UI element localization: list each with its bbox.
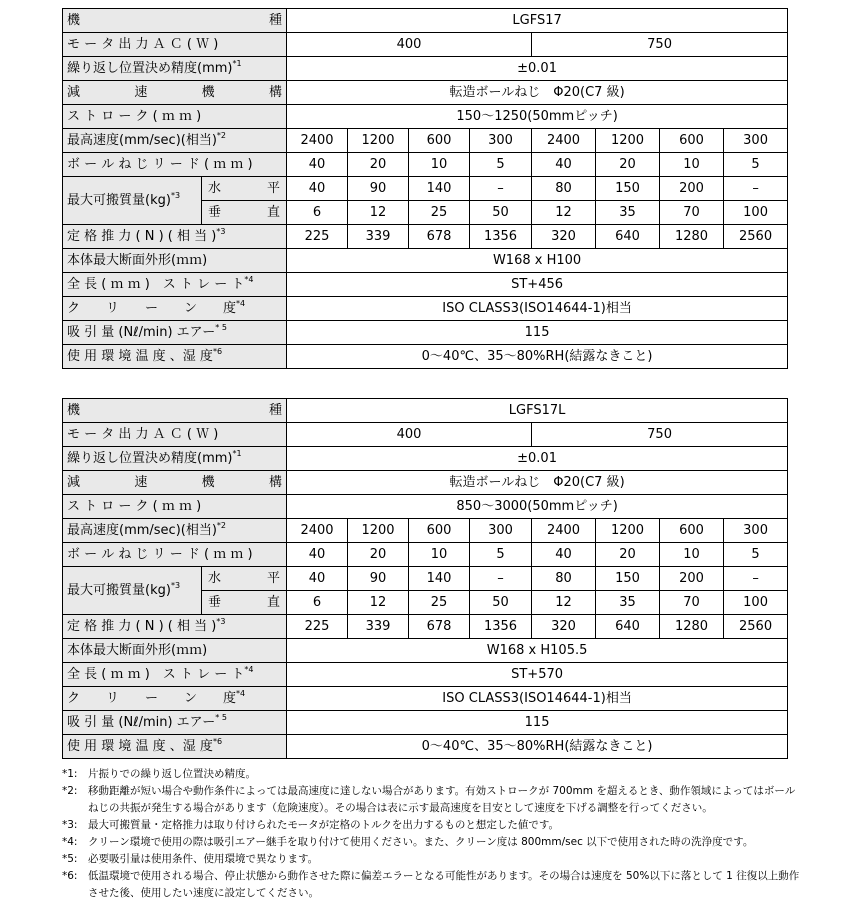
footnote <box>62 783 802 817</box>
footnote-mark: *2: <box>62 785 78 797</box>
repeatability-value: ±0.01 <box>287 57 788 81</box>
env-value: 0～40℃、35～80%RH(結露なきこと) <box>287 735 788 759</box>
motor-value: 750 <box>532 33 788 57</box>
thrust-cell: 678 <box>409 225 470 249</box>
payload-v-cell: 12 <box>532 591 596 615</box>
motor-value: 750 <box>532 423 788 447</box>
payload-v-cell: 100 <box>724 201 788 225</box>
row-stroke <box>63 105 788 129</box>
spec-table-lgfs17l <box>62 398 788 759</box>
speed-cell: 600 <box>660 129 724 153</box>
payload-v-cell: 6 <box>287 201 348 225</box>
speed-cell: 1200 <box>348 129 409 153</box>
label-suction: 吸 引 量 (Nℓ/min) エアー$^{* 5}$ <box>63 711 287 735</box>
payload-v-cell: 25 <box>409 591 470 615</box>
row-thrust <box>63 225 788 249</box>
section-value: W168 x H105.5 <box>287 639 788 663</box>
speed-cell: 300 <box>470 519 532 543</box>
label-motor: モ ー タ 出 力 Ａ Ｃ ( Ｗ ) <box>63 423 287 447</box>
lead-cell: 5 <box>470 543 532 567</box>
footnote <box>62 851 802 868</box>
row-motor <box>63 423 788 447</box>
payload-h-cell: 150 <box>596 567 660 591</box>
speed-cell: 300 <box>470 129 532 153</box>
row-suction <box>63 321 788 345</box>
model-value: LGFS17L <box>287 399 788 423</box>
thrust-cell: 2560 <box>724 225 788 249</box>
label-reduction: 減 速 機 構 <box>63 81 287 105</box>
row-repeatability <box>63 447 788 471</box>
payload-v-cell: 50 <box>470 591 532 615</box>
payload-h-cell: 80 <box>532 567 596 591</box>
stroke-value: 850～3000(50mmピッチ) <box>287 495 788 519</box>
lead-cell: 5 <box>724 153 788 177</box>
footnote-text: クリーン環境で使用の際は吸引エアー継手を取り付けて使用ください。また、クリーン度は 800mm/sec 以下で使用された時の洗浄度です。 <box>88 836 754 848</box>
label-stroke: ス ト ロ ー ク ( ｍ ｍ ) <box>63 495 287 519</box>
label-horizontal: 水平 <box>202 177 287 201</box>
thrust-cell: 1280 <box>660 615 724 639</box>
speed-cell: 1200 <box>596 519 660 543</box>
payload-h-cell: – <box>724 567 788 591</box>
suction-value: 115 <box>287 711 788 735</box>
lead-cell: 10 <box>660 543 724 567</box>
thrust-cell: 320 <box>532 615 596 639</box>
payload-h-cell: 140 <box>409 567 470 591</box>
label-section: 本体最大断面外形(ｍｍ) <box>63 639 287 663</box>
suction-value: 115 <box>287 321 788 345</box>
speed-cell: 600 <box>660 519 724 543</box>
label-lead: ボ ー ル ね じ リ ー ド ( ｍ ｍ ) <box>63 543 287 567</box>
row-clean <box>63 687 788 711</box>
lead-cell: 40 <box>287 153 348 177</box>
label-length: 全 長 ( ｍ ｍ ) ス ト レ ー ト$^{*4}$ <box>63 273 287 297</box>
row-suction <box>63 711 788 735</box>
payload-v-cell: 35 <box>596 591 660 615</box>
lead-cell: 20 <box>596 153 660 177</box>
lead-cell: 10 <box>660 153 724 177</box>
label-repeatability: 繰り返し位置決め精度(mm)$^{*1}$ <box>63 57 287 81</box>
payload-h-cell: 90 <box>348 177 409 201</box>
lead-cell: 40 <box>287 543 348 567</box>
length-value: ST+456 <box>287 273 788 297</box>
label-vertical: 垂直 <box>202 591 287 615</box>
footnote-text: 低温環境で使用される場合、停止状態から動作させた際に偏差エラーとなる可能性があります。その場合は速度を 50%以下に落として 1 往復以上動作させた後、使用したい速度に設定してください。 <box>88 870 800 899</box>
row-payload-horizontal <box>63 177 788 201</box>
clean-value: ISO CLASS3(ISO14644-1)相当 <box>287 297 788 321</box>
row-env <box>63 345 788 369</box>
footnote-text: 移動距離が短い場合や動作条件によっては最高速度に達しない場合があります。有効ストロークが 700mm を超えるとき、動作領域によってはボールねじの共振が発生する場合があります（危険速度）。その場合は表に示す最高速度を目安として速度を下げる調整を行ってください。 <box>88 785 796 814</box>
label-speed: 最高速度(mm/sec)(相当)$^{*2}$ <box>63 129 287 153</box>
payload-v-cell: 25 <box>409 201 470 225</box>
row-payload-horizontal <box>63 567 788 591</box>
row-reduction <box>63 471 788 495</box>
payload-v-cell: 12 <box>348 201 409 225</box>
thrust-cell: 640 <box>596 615 660 639</box>
thrust-cell: 339 <box>348 615 409 639</box>
motor-value: 400 <box>287 423 532 447</box>
speed-cell: 2400 <box>287 519 348 543</box>
footnote <box>62 868 802 902</box>
speed-cell: 300 <box>724 129 788 153</box>
length-value: ST+570 <box>287 663 788 687</box>
payload-v-cell: 100 <box>724 591 788 615</box>
payload-h-cell: 200 <box>660 177 724 201</box>
speed-cell: 600 <box>409 519 470 543</box>
row-lead <box>63 153 788 177</box>
row-env <box>63 735 788 759</box>
thrust-cell: 320 <box>532 225 596 249</box>
payload-v-cell: 35 <box>596 201 660 225</box>
footnote-mark: *4: <box>62 836 78 848</box>
thrust-cell: 1356 <box>470 615 532 639</box>
section-value: W168 x H100 <box>287 249 788 273</box>
thrust-cell: 225 <box>287 615 348 639</box>
footnote <box>62 817 802 834</box>
footnote-text: 最大可搬質量・定格推力は取り付けられたモータが定格のトルクを出力するものと想定した値です。 <box>88 819 560 831</box>
thrust-cell: 2560 <box>724 615 788 639</box>
label-lead: ボ ー ル ね じ リ ー ド ( ｍ ｍ ) <box>63 153 287 177</box>
label-speed: 最高速度(mm/sec)(相当)$^{*2}$ <box>63 519 287 543</box>
label-section: 本体最大断面外形(ｍｍ) <box>63 249 287 273</box>
speed-cell: 600 <box>409 129 470 153</box>
label-clean: ク リ ー ン 度$^{*4}$ <box>63 687 287 711</box>
lead-cell: 40 <box>532 543 596 567</box>
row-speed <box>63 129 788 153</box>
clean-value: ISO CLASS3(ISO14644-1)相当 <box>287 687 788 711</box>
row-thrust <box>63 615 788 639</box>
lead-cell: 40 <box>532 153 596 177</box>
payload-h-cell: 80 <box>532 177 596 201</box>
speed-cell: 1200 <box>348 519 409 543</box>
label-vertical: 垂直 <box>202 201 287 225</box>
payload-h-cell: 40 <box>287 177 348 201</box>
label-thrust: 定 格 推 力 ( N ) ( 相 当 )$^{*3}$ <box>63 615 287 639</box>
row-stroke <box>63 495 788 519</box>
payload-v-cell: 12 <box>532 201 596 225</box>
label-length: 全 長 ( ｍ ｍ ) ス ト レ ー ト$^{*4}$ <box>63 663 287 687</box>
reduction-value: 転造ボールねじ Φ20(C7 級) <box>287 81 788 105</box>
lead-cell: 5 <box>470 153 532 177</box>
row-reduction <box>63 81 788 105</box>
row-motor <box>63 33 788 57</box>
speed-cell: 2400 <box>532 129 596 153</box>
footnotes <box>62 766 802 902</box>
label-thrust: 定 格 推 力 ( N ) ( 相 当 )$^{*3}$ <box>63 225 287 249</box>
thrust-cell: 1280 <box>660 225 724 249</box>
footnote-mark: *6: <box>62 870 78 882</box>
stroke-value: 150～1250(50mmピッチ) <box>287 105 788 129</box>
payload-h-cell: 90 <box>348 567 409 591</box>
label-stroke: ス ト ロ ー ク ( ｍ ｍ ) <box>63 105 287 129</box>
spec-table-lgfs17 <box>62 8 788 369</box>
footnote <box>62 766 802 783</box>
row-section <box>63 639 788 663</box>
payload-v-cell: 50 <box>470 201 532 225</box>
payload-h-cell: – <box>724 177 788 201</box>
footnote <box>62 834 802 851</box>
label-repeatability: 繰り返し位置決め精度(mm)$^{*1}$ <box>63 447 287 471</box>
row-speed <box>63 519 788 543</box>
row-model <box>63 399 788 423</box>
label-model: 機 種 <box>63 399 287 423</box>
lead-cell: 20 <box>348 543 409 567</box>
label-env: 使 用 環 境 温 度 、湿 度$^{*6}$ <box>63 345 287 369</box>
lead-cell: 20 <box>348 153 409 177</box>
lead-cell: 5 <box>724 543 788 567</box>
speed-cell: 2400 <box>532 519 596 543</box>
payload-v-cell: 70 <box>660 201 724 225</box>
row-section <box>63 249 788 273</box>
row-clean <box>63 297 788 321</box>
row-repeatability <box>63 57 788 81</box>
payload-h-cell: 140 <box>409 177 470 201</box>
lead-cell: 10 <box>409 543 470 567</box>
payload-h-cell: 150 <box>596 177 660 201</box>
label-horizontal: 水平 <box>202 567 287 591</box>
payload-v-cell: 6 <box>287 591 348 615</box>
label-suction: 吸 引 量 (Nℓ/min) エアー$^{* 5}$ <box>63 321 287 345</box>
payload-h-cell: 40 <box>287 567 348 591</box>
speed-cell: 2400 <box>287 129 348 153</box>
label-env: 使 用 環 境 温 度 、湿 度$^{*6}$ <box>63 735 287 759</box>
speed-cell: 1200 <box>596 129 660 153</box>
motor-value: 400 <box>287 33 532 57</box>
footnote-mark: *1: <box>62 768 78 780</box>
env-value: 0～40℃、35～80%RH(結露なきこと) <box>287 345 788 369</box>
payload-h-cell: – <box>470 177 532 201</box>
reduction-value: 転造ボールねじ Φ20(C7 級) <box>287 471 788 495</box>
row-lead <box>63 543 788 567</box>
payload-v-cell: 12 <box>348 591 409 615</box>
label-clean: ク リ ー ン 度$^{*4}$ <box>63 297 287 321</box>
row-length <box>63 273 788 297</box>
label-payload: 最大可搬質量(kg)$^{*3}$ <box>63 177 202 225</box>
row-length <box>63 663 788 687</box>
footnote-mark: *5: <box>62 853 78 865</box>
speed-cell: 300 <box>724 519 788 543</box>
lead-cell: 20 <box>596 543 660 567</box>
footnote-text: 片振りでの繰り返し位置決め精度。 <box>88 768 256 780</box>
label-reduction: 減 速 機 構 <box>63 471 287 495</box>
lead-cell: 10 <box>409 153 470 177</box>
payload-h-cell: – <box>470 567 532 591</box>
label-payload: 最大可搬質量(kg)$^{*3}$ <box>63 567 202 615</box>
thrust-cell: 225 <box>287 225 348 249</box>
thrust-cell: 1356 <box>470 225 532 249</box>
thrust-cell: 339 <box>348 225 409 249</box>
footnote-text: 必要吸引量は使用条件、使用環境で異なります。 <box>88 853 319 865</box>
model-value: LGFS17 <box>287 9 788 33</box>
row-model <box>63 9 788 33</box>
label-model: 機 種 <box>63 9 287 33</box>
thrust-cell: 640 <box>596 225 660 249</box>
footnote-mark: *3: <box>62 819 78 831</box>
payload-v-cell: 70 <box>660 591 724 615</box>
payload-h-cell: 200 <box>660 567 724 591</box>
thrust-cell: 678 <box>409 615 470 639</box>
label-motor: モ ー タ 出 力 Ａ Ｃ ( Ｗ ) <box>63 33 287 57</box>
repeatability-value: ±0.01 <box>287 447 788 471</box>
